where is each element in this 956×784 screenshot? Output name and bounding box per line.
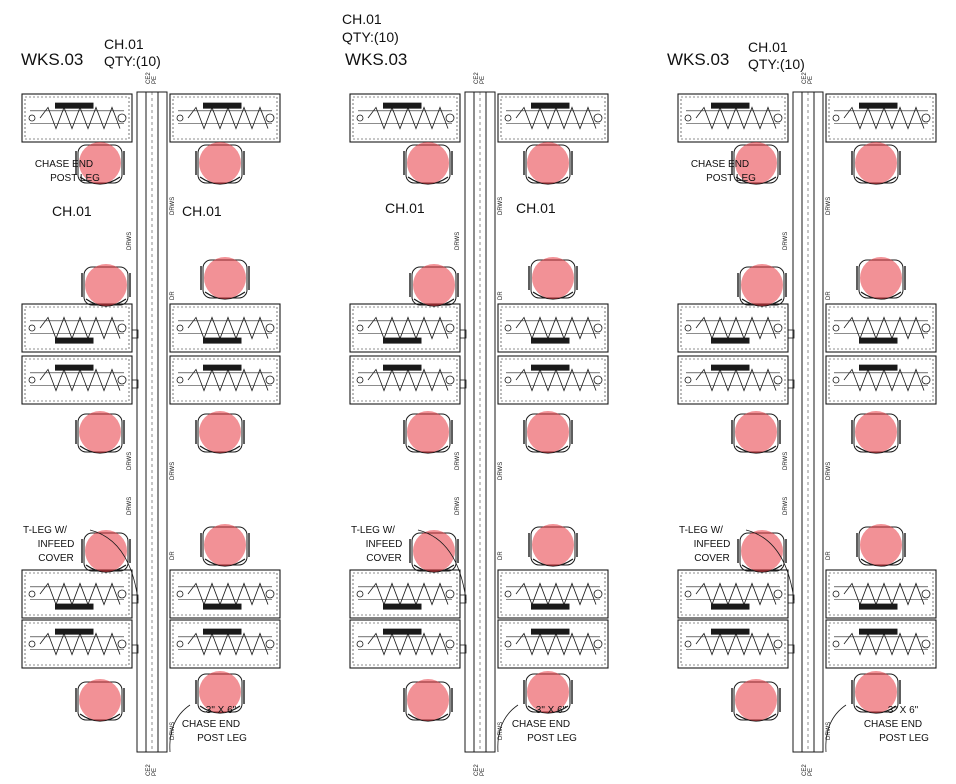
desk-surface [22,94,132,142]
chair-marker [527,411,569,453]
grommet [266,324,274,332]
keyboard [531,365,570,371]
desk-left-row2 [678,304,788,352]
grommet [833,115,839,121]
grommet [505,325,511,331]
chair-6 [196,411,244,453]
keyboard [383,629,422,635]
desk-left-row5 [678,620,788,668]
grommet [774,324,782,332]
desk-right-row3 [826,356,936,404]
grommet [505,641,511,647]
desk-left-row4 [22,570,132,618]
spine-tag-draws: DRWS [783,496,789,515]
spine-tag-draws: DRWS [170,721,176,740]
chair-marker [527,142,569,184]
desk-right-row1 [826,94,936,142]
chair-5 [732,411,780,453]
chair-marker [735,679,777,721]
spine-tag-pe: PE [480,767,486,776]
grommet [594,376,602,384]
grommet [266,590,274,598]
spine-tag-ce2: CE2 [146,72,152,84]
chair-marker [855,411,897,453]
t-leg-note-col2: T-LEG W/ INFEED COVER [351,525,403,564]
keyboard [55,365,94,371]
grommet [774,590,782,598]
grommet [774,114,782,122]
desk-right-row2 [170,304,280,352]
desk-surface [826,570,936,618]
desk-surface [350,304,460,352]
t-leg-note-col1: T-LEG W/ INFEED COVER [23,525,75,564]
desk-left-row3 [678,356,788,404]
ch-label-col3: CH.01 [748,39,788,55]
chair-4 [857,257,905,299]
desk-surface [826,620,936,668]
grommet [29,115,35,121]
grommet [357,591,363,597]
grommet [446,324,454,332]
desk-right-row5 [170,620,280,668]
wks-label-col1: WKS.03 [21,50,84,69]
chair-marker [407,679,449,721]
keyboard [859,604,898,610]
chair-marker [204,524,246,566]
spine-tag-draws: DRWS [127,496,133,515]
grommet [685,641,691,647]
desk-left-row3 [350,356,460,404]
keyboard [203,103,242,109]
desk-surface [22,620,132,668]
spine-tag-ce2: CE2 [802,72,808,84]
spine-tag-draws: DRWS [127,231,133,250]
grommet [922,324,930,332]
grommet [118,324,126,332]
chair-8 [529,524,577,566]
spine-tag-draws: DRWS [826,196,832,215]
keyboard [859,629,898,635]
desk-right-row2 [826,304,936,352]
chair-marker [199,142,241,184]
keyboard [531,604,570,610]
chair-marker [85,264,127,306]
spine-tag-dr: DR [170,291,176,300]
chair-7 [410,530,458,572]
wks-label-col3: WKS.03 [667,50,730,69]
desk-surface [350,356,460,404]
grommet [177,591,183,597]
grommet [833,377,839,383]
desk-surface [498,94,608,142]
spine-tag-pe: PE [152,767,158,776]
desk-surface [22,356,132,404]
chair-marker [407,142,449,184]
grommet [177,325,183,331]
chair-marker [199,411,241,453]
chair-2 [852,142,900,184]
grommet [505,377,511,383]
spine-tag-dr: DR [498,551,504,560]
grommet [177,115,183,121]
grommet [118,640,126,648]
keyboard [859,365,898,371]
grommet [357,325,363,331]
desk-surface [826,94,936,142]
chair-9 [76,679,124,721]
qty-label-col2: QTY:(10) [342,29,399,45]
chair-marker [860,524,902,566]
spine-tag-draws: DRWS [170,461,176,480]
grommet [118,590,126,598]
spine-tag-draws: DRWS [455,451,461,470]
grommet [774,640,782,648]
grommet [446,376,454,384]
spine-tag-pe: PE [152,75,158,84]
desk-left-row2 [350,304,460,352]
desk-right-row1 [498,94,608,142]
desk-surface [678,570,788,618]
grommet [922,376,930,384]
chair-label-col2-left: CH.01 [385,200,425,216]
workstation-cluster-2 [350,72,608,776]
desk-left-row1 [22,94,132,142]
chair-9 [732,679,780,721]
desk-surface [170,304,280,352]
grommet [357,641,363,647]
grommet [685,325,691,331]
grommet [594,114,602,122]
grommet [922,640,930,648]
chair-marker [79,411,121,453]
grommet [446,114,454,122]
keyboard [531,103,570,109]
chair-marker [855,142,897,184]
grommet [505,591,511,597]
grommet [446,640,454,648]
chase-end-note-col3-top: CHASE END POST LEG [690,159,756,184]
chair-3 [82,264,130,306]
chair-marker [735,411,777,453]
keyboard [383,604,422,610]
keyboard [55,629,94,635]
keyboard [711,103,750,109]
chair-2 [524,142,572,184]
spine-tag-draws: DRWS [455,231,461,250]
desk-right-row4 [170,570,280,618]
grommet [685,115,691,121]
desk-surface [826,304,936,352]
chair-marker [860,257,902,299]
ch-label-col1: CH.01 [104,36,144,52]
grommet [118,114,126,122]
chase-end-note-col1-top: CHASE END POST LEG [34,159,100,184]
spine-tag-ce2: CE2 [146,764,152,776]
keyboard [383,103,422,109]
spine-tag-ce2: CE2 [474,72,480,84]
chase-end-note-col1-bottom: 3" X 6" CHASE END POST LEG [181,705,247,744]
desk-left-row5 [350,620,460,668]
keyboard [859,338,898,344]
chair-marker [532,524,574,566]
keyboard [531,338,570,344]
spine-tag-draws: DRWS [455,496,461,515]
desk-surface [170,570,280,618]
grommet [357,115,363,121]
desk-surface [170,94,280,142]
chair-7 [82,530,130,572]
chair-8 [857,524,905,566]
keyboard [711,365,750,371]
ch-label-col2: CH.01 [342,11,382,27]
keyboard [55,103,94,109]
spine-tag-dr: DR [826,291,832,300]
desk-surface [826,356,936,404]
grommet [446,590,454,598]
keyboard [531,629,570,635]
spine-tag-draws: DRWS [826,721,832,740]
desk-left-row4 [350,570,460,618]
desk-left-row2 [22,304,132,352]
chair-8 [201,524,249,566]
keyboard [859,103,898,109]
desk-right-row2 [498,304,608,352]
qty-label-col3: QTY:(10) [748,56,805,72]
grommet [266,376,274,384]
grommet [177,377,183,383]
spine-tag-ce2: CE2 [802,764,808,776]
spine-tag-draws: DRWS [783,231,789,250]
spine-tag-pe: PE [808,767,814,776]
spine-tag-draws: DRWS [498,196,504,215]
grommet [118,376,126,384]
grommet [29,641,35,647]
keyboard [203,338,242,344]
spine-tag-dr: DR [826,551,832,560]
grommet [685,377,691,383]
chair-2 [196,142,244,184]
chair-9 [404,679,452,721]
desk-surface [350,570,460,618]
grommet [594,590,602,598]
grommet [594,324,602,332]
grommet [685,591,691,597]
grommet [29,591,35,597]
keyboard [711,338,750,344]
chair-marker [413,264,455,306]
spine-tag-draws: DRWS [783,451,789,470]
chair-7 [738,530,786,572]
desk-right-row5 [498,620,608,668]
chair-label-col1-right: CH.01 [182,203,222,219]
desk-surface [678,94,788,142]
grommet [922,590,930,598]
spine-tag-ce2: CE2 [474,764,480,776]
desk-left-row1 [678,94,788,142]
chair-5 [76,411,124,453]
chase-end-note-col3-bottom: 3" X 6" CHASE END POST LEG [863,705,929,744]
desk-surface [678,620,788,668]
chair-label-col1-left: CH.01 [52,203,92,219]
grommet [922,114,930,122]
keyboard [383,338,422,344]
keyboard [711,629,750,635]
chair-marker [741,264,783,306]
desk-surface [678,356,788,404]
chair-marker [204,257,246,299]
chair-marker [532,257,574,299]
chair-4 [201,257,249,299]
keyboard [383,365,422,371]
desk-left-row4 [678,570,788,618]
keyboard [203,604,242,610]
desk-surface [22,304,132,352]
spine-tag-pe: PE [808,75,814,84]
chair-3 [738,264,786,306]
spine-tag-draws: DRWS [127,451,133,470]
desk-right-row3 [498,356,608,404]
chair-marker [79,679,121,721]
desk-right-row1 [170,94,280,142]
qty-label-col1: QTY:(10) [104,53,161,69]
chase-end-note-col2-bottom: 3" X 6" CHASE END POST LEG [511,705,577,744]
desk-right-row3 [170,356,280,404]
keyboard [203,365,242,371]
t-leg-note-col3: T-LEG W/ INFEED COVER [679,525,731,564]
grommet [29,325,35,331]
spine-tag-draws: DRWS [498,461,504,480]
chair-3 [410,264,458,306]
spine-tag-draws: DRWS [498,721,504,740]
grommet [29,377,35,383]
grommet [833,591,839,597]
desk-surface [170,620,280,668]
chair-label-col2-right: CH.01 [516,200,556,216]
wks-label-col2: WKS.03 [345,50,408,69]
grommet [833,325,839,331]
desk-right-row4 [498,570,608,618]
grommet [774,376,782,384]
keyboard [203,629,242,635]
spine-tag-dr: DR [170,551,176,560]
desk-surface [498,570,608,618]
desk-surface [498,304,608,352]
desk-surface [678,304,788,352]
chair-6 [852,411,900,453]
chair-marker [407,411,449,453]
chair-5 [404,411,452,453]
desk-right-row5 [826,620,936,668]
keyboard [711,604,750,610]
grommet [357,377,363,383]
desk-surface [498,356,608,404]
desk-surface [498,620,608,668]
spine-tag-pe: PE [480,75,486,84]
desk-surface [350,620,460,668]
grommet [505,115,511,121]
grommet [177,641,183,647]
desk-left-row3 [22,356,132,404]
desk-surface [22,570,132,618]
desk-surface [170,356,280,404]
keyboard [55,338,94,344]
chair-4 [529,257,577,299]
grommet [266,114,274,122]
spine-tag-draws: DRWS [170,196,176,215]
spine-tag-dr: DR [498,291,504,300]
desk-right-row4 [826,570,936,618]
grommet [266,640,274,648]
chair-6 [524,411,572,453]
desk-left-row5 [22,620,132,668]
desk-surface [350,94,460,142]
grommet [594,640,602,648]
chair-1 [404,142,452,184]
spine-tag-draws: DRWS [826,461,832,480]
desk-left-row1 [350,94,460,142]
keyboard [55,604,94,610]
grommet [833,641,839,647]
